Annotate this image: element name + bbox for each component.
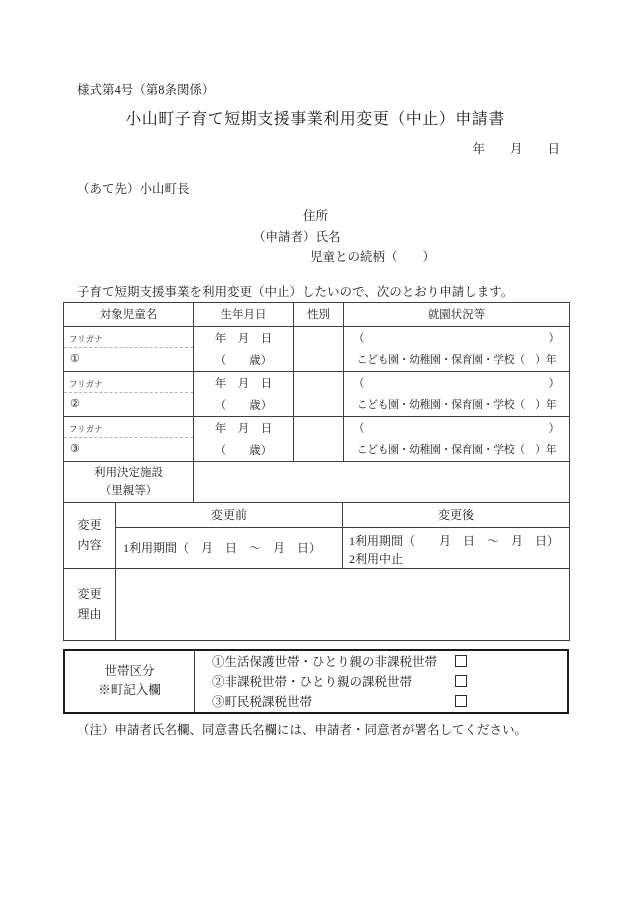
change-content-table xyxy=(63,502,570,569)
facility-row xyxy=(64,461,570,502)
gender-cell[interactable] xyxy=(294,416,344,461)
reason-value-cell[interactable] xyxy=(116,568,570,640)
enrollment-options: こども園・幼稚園・保育園・学校（ ）年 xyxy=(356,399,557,411)
child-number: ① xyxy=(70,353,80,365)
child-number: ③ xyxy=(70,443,80,455)
furigana-label: フリガナ xyxy=(64,372,193,393)
child-number: ② xyxy=(70,398,80,410)
change-content-label xyxy=(64,502,116,568)
footer-note: （注）申請者氏名欄、同意書氏名欄には、申請者・同意者が署名してください。 xyxy=(77,722,528,737)
addressee: （あて先）小山町長 xyxy=(77,182,190,196)
address-label: 住所 xyxy=(303,209,329,223)
name-row xyxy=(0,227,630,248)
applicant-label: （申請者） xyxy=(253,229,316,244)
facility-label-line2: （里親等） xyxy=(99,484,158,497)
cancel-option-label: 2利用中止 xyxy=(349,551,404,566)
household-option-label: ①生活保護世帯・ひとり親の非課税世帯 xyxy=(212,655,438,669)
birth-date-cell[interactable] xyxy=(194,416,294,461)
facility-label-line1: 利用決定施設 xyxy=(94,466,163,479)
household-category-label xyxy=(65,651,195,712)
table-header-row xyxy=(64,302,570,326)
page-title: 小山町子育て短期支援事業利用変更（中止）申請書 xyxy=(125,111,505,128)
col-header-enrollment: 就園状況等 xyxy=(344,302,570,326)
col-header-gender: 性別 xyxy=(294,302,344,326)
household-label-line2: ※町記入欄 xyxy=(98,683,161,697)
facility-label xyxy=(64,461,194,502)
address-row xyxy=(0,206,630,227)
household-label-line1: 世帯区分 xyxy=(104,664,155,678)
name-label: 氏名 xyxy=(315,229,341,244)
enrollment-cell[interactable] xyxy=(344,371,570,416)
after-period-label: 1利用期間（ 月 日 ～ 月 日） xyxy=(349,533,560,548)
age-label: （ 歳） xyxy=(214,399,273,412)
change-content-label-line1: 変更 xyxy=(77,518,102,532)
change-reason-label xyxy=(64,568,116,640)
enrollment-options: こども園・幼稚園・保育園・学校（ ）年 xyxy=(356,444,557,456)
col-header-birth-date: 生年月日 xyxy=(194,302,294,326)
intro-text: 子育て短期支援事業を利用変更（中止）したいので、次のとおり申請します。 xyxy=(77,284,514,299)
relation-row xyxy=(0,247,630,268)
child-name-cell[interactable] xyxy=(64,416,194,461)
household-option-3 xyxy=(212,691,567,711)
enrollment-blank: （ ） xyxy=(353,377,560,390)
checkbox-icon[interactable] xyxy=(455,695,467,707)
birth-date-label: 年 月 日 xyxy=(214,422,273,435)
age-label: （ 歳） xyxy=(214,354,273,367)
change-content-label-line2: 内容 xyxy=(77,538,102,552)
relation-label: 児童との続柄（ ） xyxy=(310,250,436,264)
enrollment-cell[interactable] xyxy=(344,326,570,371)
household-category-box xyxy=(63,649,569,714)
checkbox-icon[interactable] xyxy=(455,655,467,667)
gender-cell[interactable] xyxy=(294,371,344,416)
child-row-2 xyxy=(64,371,570,416)
facility-value-cell[interactable] xyxy=(194,461,570,502)
after-change-cell[interactable] xyxy=(343,527,570,568)
enrollment-cell[interactable] xyxy=(344,416,570,461)
child-name-cell[interactable] xyxy=(64,371,194,416)
child-row-1 xyxy=(64,326,570,371)
col-header-child-name: 対象児童名 xyxy=(64,302,194,326)
enrollment-options: こども園・幼稚園・保育園・学校（ ）年 xyxy=(356,354,557,366)
gender-cell[interactable] xyxy=(294,326,344,371)
furigana-label: フリガナ xyxy=(64,417,193,438)
child-row-3 xyxy=(64,416,570,461)
furigana-label: フリガナ xyxy=(64,327,193,348)
applicant-block xyxy=(0,206,630,268)
checkbox-icon[interactable] xyxy=(455,675,467,687)
household-option-2 xyxy=(212,671,567,691)
household-option-label: ③町民税課税世帯 xyxy=(212,695,313,709)
change-reason-label-line2: 理由 xyxy=(77,607,102,621)
form-number: 様式第4号（第8条関係） xyxy=(77,83,215,97)
birth-date-label: 年 月 日 xyxy=(214,332,273,345)
children-table xyxy=(63,302,570,503)
birth-date-cell[interactable] xyxy=(194,326,294,371)
household-options xyxy=(195,651,567,712)
household-option-1 xyxy=(212,651,567,671)
change-reason-table xyxy=(63,568,570,641)
child-name-cell[interactable] xyxy=(64,326,194,371)
change-header-row xyxy=(64,502,570,527)
age-label: （ 歳） xyxy=(214,444,273,457)
household-option-label: ②非課税世帯・ひとり親の課税世帯 xyxy=(212,675,413,689)
before-change-cell[interactable] xyxy=(116,527,343,568)
birth-date-label: 年 月 日 xyxy=(214,377,273,390)
enrollment-blank: （ ） xyxy=(353,422,560,435)
before-period-label: 1利用期間（ 月 日 ～ 月 日） xyxy=(123,541,322,555)
after-change-header: 変更後 xyxy=(343,502,570,527)
change-reason-label-line1: 変更 xyxy=(77,587,102,601)
enrollment-blank: （ ） xyxy=(353,332,560,345)
before-change-header: 変更前 xyxy=(116,502,343,527)
change-value-row xyxy=(64,527,570,568)
date-line: 年 月 日 xyxy=(472,142,560,156)
birth-date-cell[interactable] xyxy=(194,371,294,416)
reason-row xyxy=(64,568,570,640)
